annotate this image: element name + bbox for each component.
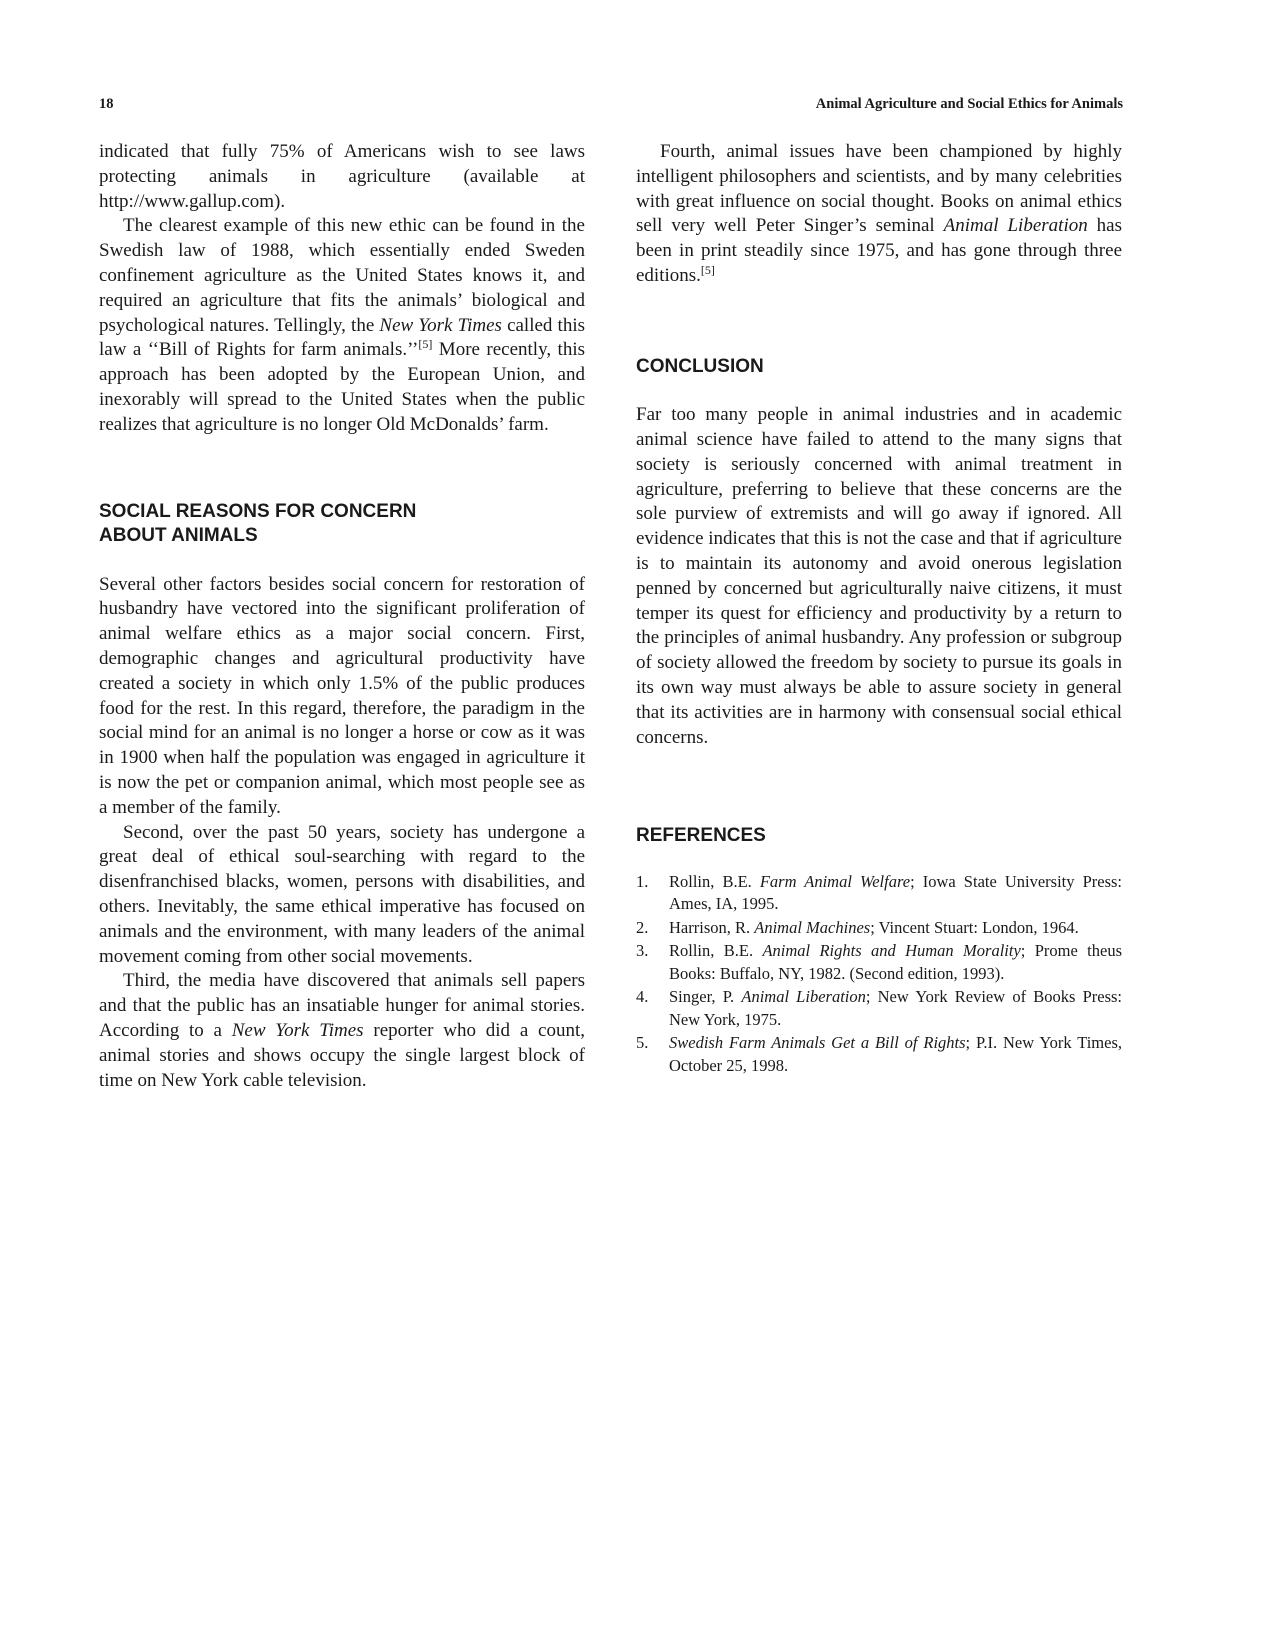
paragraph-text: called this law a ‘‘Bill of Rights for farm animals.’’ (99, 314, 586, 361)
citation-marker: [5] (700, 262, 715, 277)
reference-publisher: ; Iowa State University Press: Ames, IA, 1995. (669, 871, 1122, 914)
reference-body (669, 986, 1122, 1031)
reference-item (636, 1032, 1122, 1077)
paragraph-swedish-law (99, 214, 585, 437)
book-title: Animal Liberation (943, 215, 1088, 237)
reference-title: Animal Rights and Human Morality (762, 941, 1021, 961)
publication-title: New York Times (379, 314, 502, 336)
reference-number: 4. (636, 987, 649, 1007)
section-heading-conclusion: CONCLUSION (636, 355, 764, 377)
reference-author: Singer, P. (669, 987, 742, 1007)
reference-body (669, 917, 1122, 940)
reference-publisher: ; Prome theus Books: Buffalo, NY, 1982. (Second edition, 1993). (669, 941, 1122, 983)
paragraph-demographics (99, 573, 585, 821)
paragraph-text: has been in print steadily since 1975, and has gone through three editions. (636, 215, 1122, 286)
paragraph-text: The clearest example of this new ethic can be found in the Swedish law of 1988, which essentially ended Sweden confinement agriculture as the United States knows it, and required an agriculture that fits the animals’ biological and psychological natures. Tellingly, the (99, 215, 585, 336)
paragraph-gallup (99, 140, 585, 214)
heading-line: ABOUT ANIMALS (99, 525, 258, 547)
paragraph-ethical-soul-searching (99, 821, 585, 970)
paragraph-philosophers (636, 140, 1122, 289)
reference-title: Farm Animal Welfare (759, 871, 911, 891)
reference-author: Rollin, B.E. (669, 871, 760, 891)
paragraph-text: Far too many people in animal industries and in academic animal science have failed to attend to the many signs that society is seriously concerned with animal treatment in agriculture, preferring to believe that these concerns are the sole purview of extremists and will go away if ignored. All evidence indicates that this is not the case and that if agriculture is to maintain its autonomy and avoid onerous legislation penned by concerned but agriculturally naive citizens, it must temper its quest for efficiency and productivity by a return to the principles of animal husbandry. Any profession or subgroup of society allowed the freedom by society to pursue its goals in its own way must always be able to assure society in general that its activities are in harmony with consensual social ethical concerns. (636, 404, 1122, 748)
reference-title: Animal Liberation (741, 987, 866, 1007)
reference-author: Rollin, B.E. (669, 941, 763, 961)
citation-marker: [5] (418, 337, 433, 352)
reference-item (636, 871, 1122, 916)
paragraph-text: indicated that fully 75% of Americans wish to see laws protecting animals in agriculture (available at http://www.gallup.com). (99, 141, 585, 212)
reference-title: Swedish Farm Animals Get a Bill of Rights (669, 1033, 966, 1053)
running-title: Animal Agriculture and Social Ethics for Animals (815, 96, 1123, 112)
paragraph-text: reporter who did a count, animal stories and shows occupy the single largest block of time on New York cable television. (99, 1019, 586, 1091)
reference-number: 2. (636, 917, 649, 937)
reference-body (669, 1032, 1122, 1077)
reference-item (636, 917, 1122, 940)
paragraph-text: Several other factors besides social concern for restoration of husbandry have vectored into the significant proliferation of animal welfare ethics as a major social concern. First, demographic changes and agricultural productivity have created a society in which only 1.5% of the public produces food for the rest. In this regard, therefore, the paradigm in the social mind for an animal is no longer a horse or cow as it was in 1900 when half the population was engaged in agriculture it is now the pet or companion animal, which most people see as a member of the family. (99, 573, 585, 818)
reference-item (636, 940, 1122, 985)
section-heading-references: REFERENCES (636, 825, 766, 847)
reference-publisher: ; P.I. New York Times, October 25, 1998. (669, 1033, 1122, 1075)
reference-publisher: ; New York Review of Books Press: New York, 1975. (669, 987, 1122, 1029)
reference-number: 3. (636, 941, 649, 961)
references-list (636, 871, 1122, 1078)
paragraph-text: More recently, this approach has been adopted by the European Union, and inexorably will spread to the United States when the public realizes that agriculture is no longer Old McDonalds’ farm. (99, 339, 585, 435)
reference-publisher: ; Vincent Stuart: London, 1964. (870, 917, 1079, 937)
reference-body (669, 940, 1122, 985)
right-column (636, 140, 1122, 1078)
reference-number: 5. (636, 1033, 649, 1053)
reference-item (636, 986, 1122, 1031)
reference-body (669, 871, 1122, 916)
paragraph-text: Second, over the past 50 years, society has undergone a great deal of ethical soul-searching with regard to the disenfranchised blacks, women, persons with disabilities, and others. Inevitably, the same ethical imperative has focused on animals and the environment, with many leaders of the animal movement coming from other social movements. (99, 821, 585, 967)
heading-line: SOCIAL REASONS FOR CONCERN (99, 500, 417, 522)
paragraph-text: Fourth, animal issues have been championed by highly intelligent philosophers and scientists, and by many celebrities with great influence on social thought. Books on animal ethics sell very well Peter Singer’s seminal (636, 141, 1122, 237)
publication-title: New York Times (231, 1019, 364, 1041)
reference-title: Animal Machines (754, 917, 871, 937)
left-column (99, 140, 585, 1093)
paragraph-media (99, 969, 585, 1093)
reference-author: Harrison, R. (669, 917, 755, 937)
paragraph-text: Third, the media have discovered that animals sell papers and that the public has an insatiable hunger for animal stories. According to a (99, 970, 585, 1041)
paragraph-conclusion (636, 403, 1122, 750)
page-number: 18 (99, 96, 114, 112)
section-heading-social-reasons (99, 500, 585, 549)
reference-number: 1. (636, 871, 649, 891)
